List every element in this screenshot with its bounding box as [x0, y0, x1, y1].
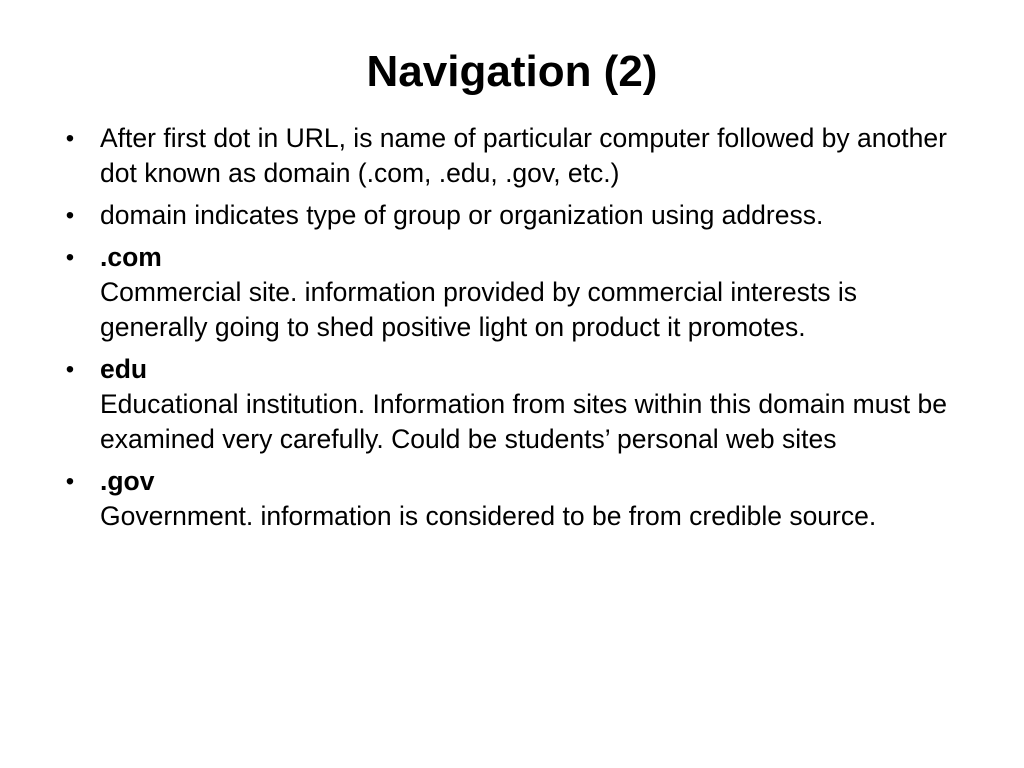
bullet-dot-icon: • [65, 356, 75, 383]
bullet-item [60, 352, 965, 457]
bullet-list [60, 121, 965, 541]
bullet-term: .com [100, 242, 162, 272]
bullet-item [60, 198, 965, 233]
bullet-text: Government. information is considered to be from credible source. [100, 501, 877, 531]
bullet-text: domain indicates type of group or organization using address. [100, 200, 824, 230]
slide-title: Navigation (2) [366, 47, 658, 96]
bullet-term: .gov [100, 466, 155, 496]
bullet-dot-icon: • [65, 244, 75, 271]
bullet-dot-icon: • [65, 468, 75, 495]
bullet-text: Educational institution. Information from sites within this domain must be examined very carefully. Could be students’ personal web sites [100, 389, 947, 454]
bullet-dot-icon: • [65, 202, 75, 229]
bullet-text: Commercial site. information provided by commercial interests is generally going to shed positive light on product it promotes. [100, 277, 857, 342]
bullet-item [60, 464, 965, 534]
bullet-item [60, 240, 965, 345]
bullet-term: edu [100, 354, 148, 384]
bullet-dot-icon: • [65, 125, 75, 152]
bullet-text: After first dot in URL, is name of particular computer followed by another dot known as domain (.com, .edu, .gov, etc.) [100, 123, 947, 188]
bullet-item [60, 121, 965, 191]
